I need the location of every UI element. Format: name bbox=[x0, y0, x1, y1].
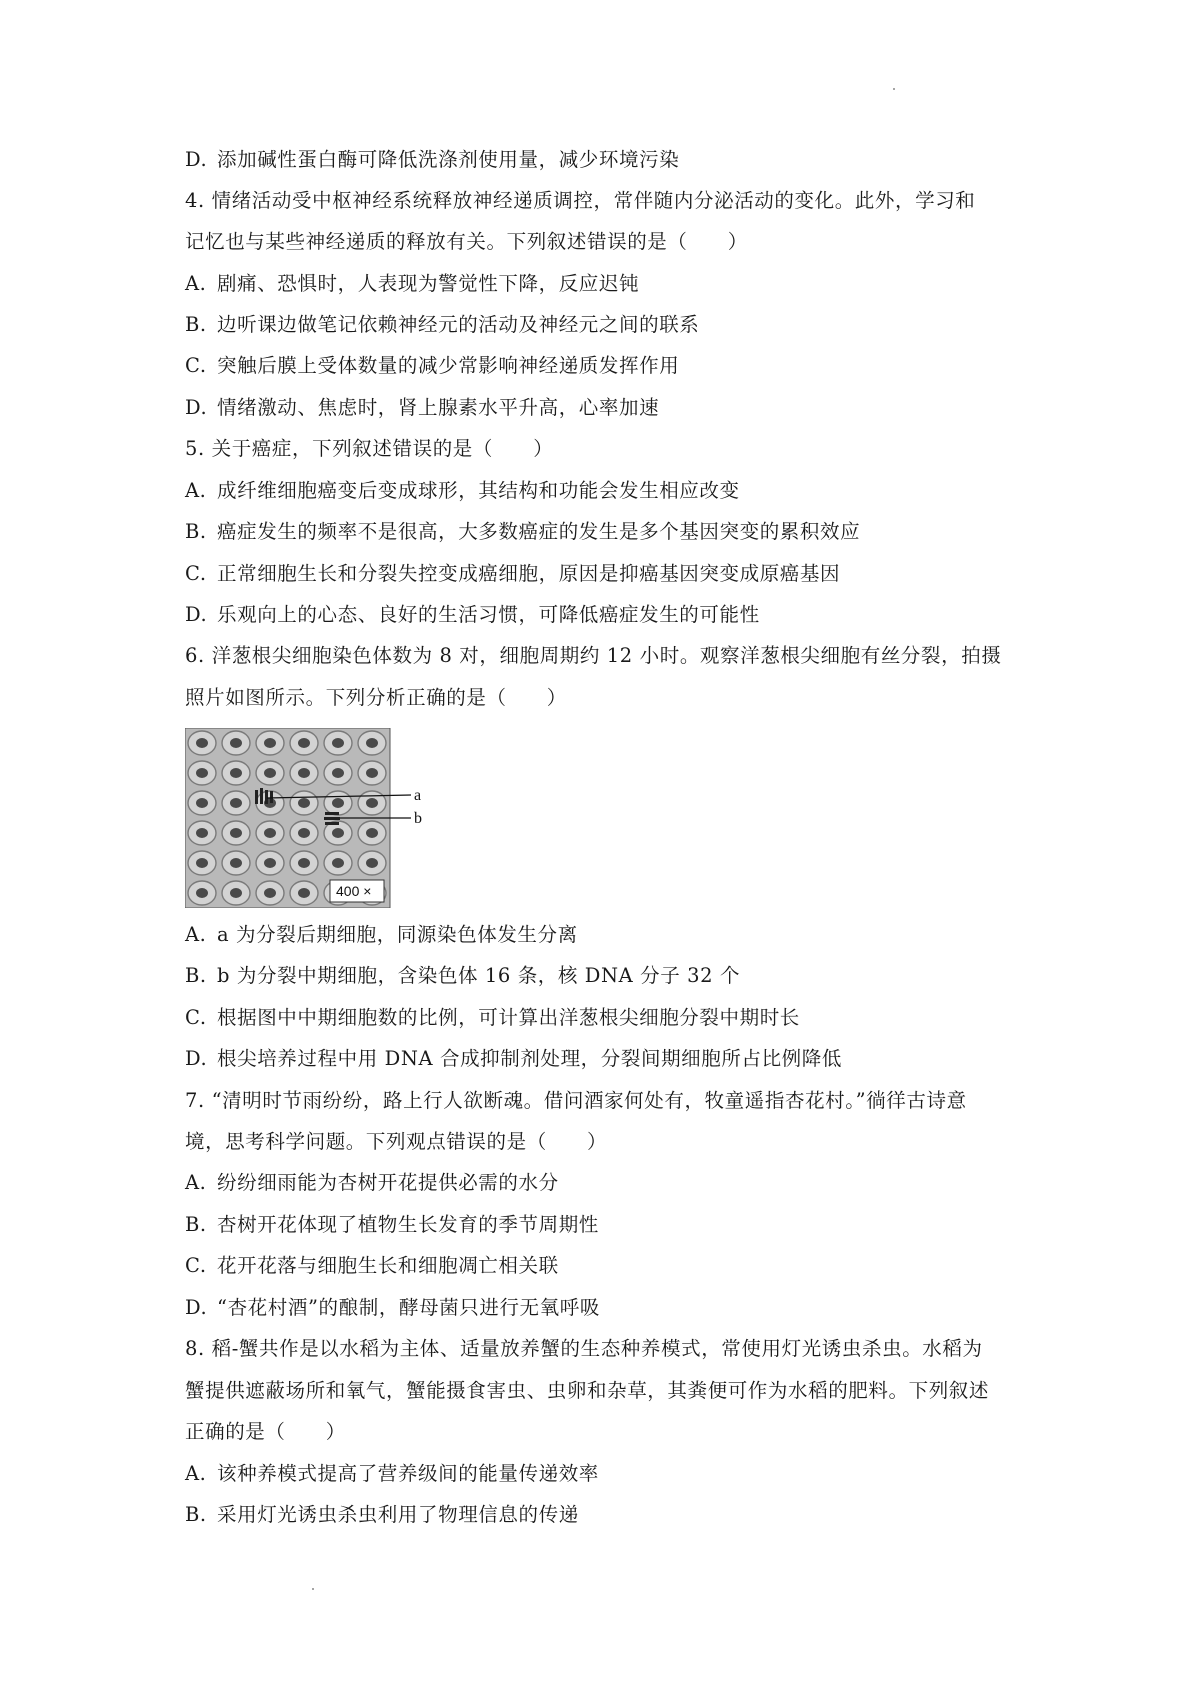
q6-stem-line-1: 6. 洋葱根尖细胞染色体数为 8 对，细胞周期约 12 小时。观察洋葱根尖细胞有丝分裂，拍摄 bbox=[185, 644, 1002, 667]
q8-stem-line-3: 正确的是（ ） bbox=[185, 1420, 346, 1443]
option-label: C. bbox=[185, 354, 207, 377]
q4-stem-line-2: 记忆也与某些神经递质的释放有关。下列叙述错误的是（ ） bbox=[185, 230, 748, 253]
q4-stem-line-1: 4. 情绪活动受中枢神经系统释放神经递质调控，常伴随内分泌活动的变化。此外，学习和 bbox=[185, 189, 976, 212]
option-text: “杏花村酒”的酿制，酵母菌只进行无氧呼吸 bbox=[217, 1296, 600, 1319]
option-text: a 为分裂后期细胞，同源染色体发生分离 bbox=[217, 923, 578, 946]
q6-option-b bbox=[185, 962, 1045, 990]
q8-option-b bbox=[185, 1501, 1045, 1529]
option-text: 纷纷细雨能为杏树开花提供必需的水分 bbox=[217, 1171, 559, 1194]
option-label: B. bbox=[185, 964, 207, 987]
q6-option-c bbox=[185, 1004, 1045, 1032]
option-text: 杏树开花体现了植物生长发育的季节周期性 bbox=[217, 1213, 599, 1236]
q8-stem-line-1: 8. 稻-蟹共作是以水稻为主体、适量放养蟹的生态种养模式，常使用灯光诱虫杀虫。水稻为 bbox=[185, 1337, 983, 1360]
option-text: 根尖培养过程中用 DNA 合成抑制剂处理，分裂间期细胞所占比例降低 bbox=[217, 1047, 842, 1070]
option-text: 癌症发生的频率不是很高，大多数癌症的发生是多个基因突变的累积效应 bbox=[217, 520, 861, 543]
q6-stem-line-2: 照片如图所示。下列分析正确的是（ ） bbox=[185, 686, 567, 709]
q8-option-a bbox=[185, 1460, 1045, 1488]
option-label: C. bbox=[185, 1254, 207, 1277]
option-label: D. bbox=[185, 1047, 208, 1070]
q5-option-a bbox=[185, 477, 1045, 505]
q6-option-d bbox=[185, 1045, 1045, 1073]
scan-speck bbox=[893, 88, 895, 90]
option-text: 该种养模式提高了营养级间的能量传递效率 bbox=[217, 1462, 599, 1485]
option-text: 剧痛、恐惧时，人表现为警觉性下降，反应迟钝 bbox=[217, 272, 640, 295]
option-label: B. bbox=[185, 1503, 207, 1526]
option-text: b 为分裂中期细胞，含染色体 16 条，核 DNA 分子 32 个 bbox=[217, 964, 741, 987]
scan-speck bbox=[312, 1588, 314, 1590]
q4-option-d bbox=[185, 394, 1045, 422]
option-label: B. bbox=[185, 520, 207, 543]
q7-option-b bbox=[185, 1211, 1045, 1239]
q6-option-a bbox=[185, 921, 1045, 949]
micrograph-figure bbox=[185, 728, 425, 908]
figure-label-a: a bbox=[414, 787, 422, 804]
q7-stem-line-2: 境，思考科学问题。下列观点错误的是（ ） bbox=[185, 1130, 608, 1153]
q4-option-c bbox=[185, 352, 1045, 380]
figure-label-b: b bbox=[414, 810, 422, 827]
option-label: C. bbox=[185, 562, 207, 585]
option-text: 乐观向上的心态、良好的生活习惯，可降低癌症发生的可能性 bbox=[217, 603, 760, 626]
option-label: D. bbox=[185, 396, 208, 419]
option-text: 突触后膜上受体数量的减少常影响神经递质发挥作用 bbox=[217, 354, 680, 377]
option-label: D. bbox=[185, 148, 208, 171]
q4-option-a bbox=[185, 270, 1045, 298]
option-text: 采用灯光诱虫杀虫利用了物理信息的传递 bbox=[217, 1503, 579, 1526]
option-text: 边听课边做笔记依赖神经元的活动及神经元之间的联系 bbox=[217, 313, 700, 336]
option-label: A. bbox=[185, 1171, 207, 1194]
q5-option-d bbox=[185, 601, 1045, 629]
option-text: 添加碱性蛋白酶可降低洗涤剂使用量，减少环境污染 bbox=[217, 148, 680, 171]
option-text: 根据图中中期细胞数的比例，可计算出洋葱根尖细胞分裂中期时长 bbox=[217, 1006, 800, 1029]
option-label: A. bbox=[185, 272, 207, 295]
magnification-label: 400 × bbox=[336, 883, 372, 899]
q8-stem-line-2: 蟹提供遮蔽场所和氧气，蟹能摄食害虫、虫卵和杂草，其粪便可作为水稻的肥料。下列叙述 bbox=[185, 1379, 990, 1402]
option-label: C. bbox=[185, 1006, 207, 1029]
option-text: 成纤维细胞癌变后变成球形，其结构和功能会发生相应改变 bbox=[217, 479, 740, 502]
onion-root-tip-micrograph bbox=[185, 728, 425, 908]
option-label: A. bbox=[185, 1462, 207, 1485]
option-label: A. bbox=[185, 923, 207, 946]
option-label: D. bbox=[185, 603, 208, 626]
option-label: A. bbox=[185, 479, 207, 502]
option-label: D. bbox=[185, 1296, 208, 1319]
q7-option-c bbox=[185, 1252, 1045, 1280]
q7-option-d bbox=[185, 1294, 1045, 1322]
q4-option-b bbox=[185, 311, 1045, 339]
q5-option-b bbox=[185, 518, 1045, 546]
option-label: B. bbox=[185, 313, 207, 336]
option-text: 正常细胞生长和分裂失控变成癌细胞，原因是抑癌基因突变成原癌基因 bbox=[217, 562, 841, 585]
dividing-cell-b bbox=[324, 812, 340, 825]
option-label: B. bbox=[185, 1213, 207, 1236]
q7-stem-line-1: 7. “清明时节雨纷纷，路上行人欲断魂。借问酒家何处有，牧童遥指杏花村。”徜徉古诗意 bbox=[185, 1089, 967, 1112]
option-text: 情绪激动、焦虑时，肾上腺素水平升高，心率加速 bbox=[217, 396, 660, 419]
q7-option-a bbox=[185, 1169, 1045, 1197]
q5-option-c bbox=[185, 560, 1045, 588]
q5-stem: 5. 关于癌症，下列叙述错误的是（ ） bbox=[185, 437, 554, 460]
q3-option-d bbox=[185, 146, 1045, 174]
option-text: 花开花落与细胞生长和细胞凋亡相关联 bbox=[217, 1254, 559, 1277]
